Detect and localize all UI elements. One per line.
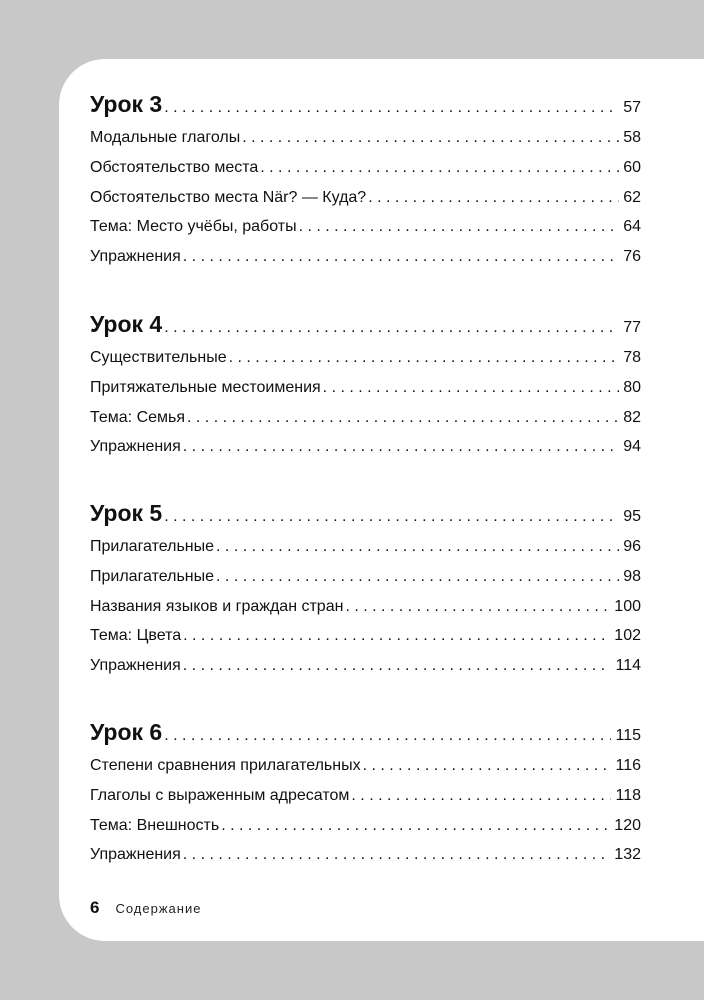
entry-page-number: 94 bbox=[623, 438, 641, 456]
dot-leader bbox=[363, 757, 612, 775]
dot-leader bbox=[164, 727, 611, 745]
dot-leader bbox=[345, 598, 610, 616]
toc-entry[interactable] bbox=[90, 438, 641, 468]
entry-page-number: 78 bbox=[623, 349, 641, 366]
entry-label: Глаголы с выраженным адресатом bbox=[90, 786, 350, 804]
entry-label: Тема: Семья bbox=[90, 408, 186, 426]
dot-leader bbox=[368, 189, 619, 207]
dot-leader bbox=[183, 438, 619, 456]
entry-label: Тема: Внешность bbox=[90, 816, 220, 834]
toc-entry[interactable] bbox=[90, 159, 641, 189]
entry-label: Обстоятельство места När? — Куда? bbox=[90, 188, 367, 206]
dot-leader bbox=[183, 627, 610, 645]
entry-page-number: 80 bbox=[623, 378, 641, 396]
entry-page-number: 64 bbox=[623, 218, 641, 236]
toc-entry[interactable] bbox=[90, 538, 641, 568]
dot-leader bbox=[242, 129, 619, 147]
entry-label: Упражнения bbox=[90, 657, 181, 675]
entry-page-number: 118 bbox=[615, 786, 641, 804]
entry-page-number: 114 bbox=[615, 657, 641, 675]
entry-page-number: 58 bbox=[623, 129, 641, 146]
toc-entry[interactable] bbox=[90, 379, 641, 409]
entry-label: Тема: Место учёбы, работы bbox=[90, 218, 297, 236]
lesson-page-number: 57 bbox=[623, 99, 641, 116]
footer-page-number: 6 bbox=[90, 898, 100, 917]
dot-leader bbox=[164, 99, 619, 117]
lesson-heading[interactable] bbox=[90, 719, 641, 749]
toc-entry[interactable] bbox=[90, 627, 641, 657]
entry-page-number: 76 bbox=[623, 248, 641, 266]
dot-leader bbox=[164, 508, 619, 526]
lesson-page-number: 77 bbox=[623, 319, 641, 336]
lesson-4 bbox=[90, 311, 641, 468]
dot-leader bbox=[164, 319, 619, 337]
entry-page-number: 120 bbox=[614, 816, 641, 834]
dot-leader bbox=[183, 248, 619, 266]
toc-entry[interactable] bbox=[90, 218, 641, 248]
toc-entry[interactable] bbox=[90, 757, 641, 787]
entry-page-number: 132 bbox=[614, 846, 641, 864]
toc-entry[interactable] bbox=[90, 817, 641, 847]
toc-entry[interactable] bbox=[90, 248, 641, 278]
entry-label: Упражнения bbox=[90, 846, 181, 864]
entry-page-number: 82 bbox=[623, 408, 641, 426]
entry-label: Упражнения bbox=[90, 438, 181, 456]
dot-leader bbox=[323, 379, 620, 397]
dot-leader bbox=[183, 657, 612, 675]
toc-entry[interactable] bbox=[90, 598, 641, 628]
toc-entry[interactable] bbox=[90, 349, 641, 379]
entry-label: Упражнения bbox=[90, 248, 181, 266]
entry-page-number: 116 bbox=[615, 757, 641, 774]
dot-leader bbox=[216, 568, 619, 586]
entry-page-number: 102 bbox=[614, 627, 641, 645]
entry-page-number: 96 bbox=[623, 538, 641, 555]
toc-entry[interactable] bbox=[90, 568, 641, 598]
toc-entry[interactable] bbox=[90, 409, 641, 439]
entry-label: Притяжательные местоимения bbox=[90, 378, 321, 396]
dot-leader bbox=[183, 846, 611, 864]
document-page bbox=[59, 59, 704, 941]
dot-leader bbox=[351, 787, 611, 805]
entry-label: Названия языков и граждан стран bbox=[90, 597, 344, 615]
entry-label: Тема: Цвета bbox=[90, 627, 182, 645]
toc-entry[interactable] bbox=[90, 129, 641, 159]
lesson-title: Урок 6 bbox=[90, 719, 163, 745]
lesson-heading[interactable] bbox=[90, 91, 641, 121]
toc-entry[interactable] bbox=[90, 657, 641, 687]
lesson-title: Урок 4 bbox=[90, 311, 163, 337]
entry-label: Существительные bbox=[90, 349, 227, 366]
lesson-page-number: 115 bbox=[615, 727, 641, 744]
entry-label: Прилагательные bbox=[90, 567, 215, 585]
footer-section-title: Содержание bbox=[115, 901, 202, 916]
dot-leader bbox=[187, 409, 619, 427]
entry-label: Степени сравнения прилагательных bbox=[90, 757, 361, 774]
toc-entry[interactable] bbox=[90, 189, 641, 219]
page-footer bbox=[90, 898, 201, 918]
lesson-heading[interactable] bbox=[90, 500, 641, 530]
dot-leader bbox=[229, 349, 620, 367]
lesson-title: Урок 3 bbox=[90, 91, 163, 117]
dot-leader bbox=[216, 538, 619, 556]
entry-page-number: 98 bbox=[623, 567, 641, 585]
lesson-heading[interactable] bbox=[90, 311, 641, 341]
entry-page-number: 62 bbox=[623, 188, 641, 206]
entry-page-number: 60 bbox=[623, 158, 641, 176]
dot-leader bbox=[260, 159, 619, 177]
dot-leader bbox=[299, 218, 620, 236]
lesson-6 bbox=[90, 719, 641, 876]
toc-entry[interactable] bbox=[90, 846, 641, 876]
lesson-page-number: 95 bbox=[623, 508, 641, 525]
entry-label: Модальные глаголы bbox=[90, 129, 241, 146]
entry-label: Обстоятельство места bbox=[90, 158, 259, 176]
toc-entry[interactable] bbox=[90, 787, 641, 817]
entry-page-number: 100 bbox=[614, 597, 641, 615]
lesson-title: Урок 5 bbox=[90, 500, 163, 526]
lesson-3 bbox=[90, 91, 641, 278]
lesson-5 bbox=[90, 500, 641, 687]
dot-leader bbox=[221, 817, 610, 835]
entry-label: Прилагательные bbox=[90, 538, 215, 555]
